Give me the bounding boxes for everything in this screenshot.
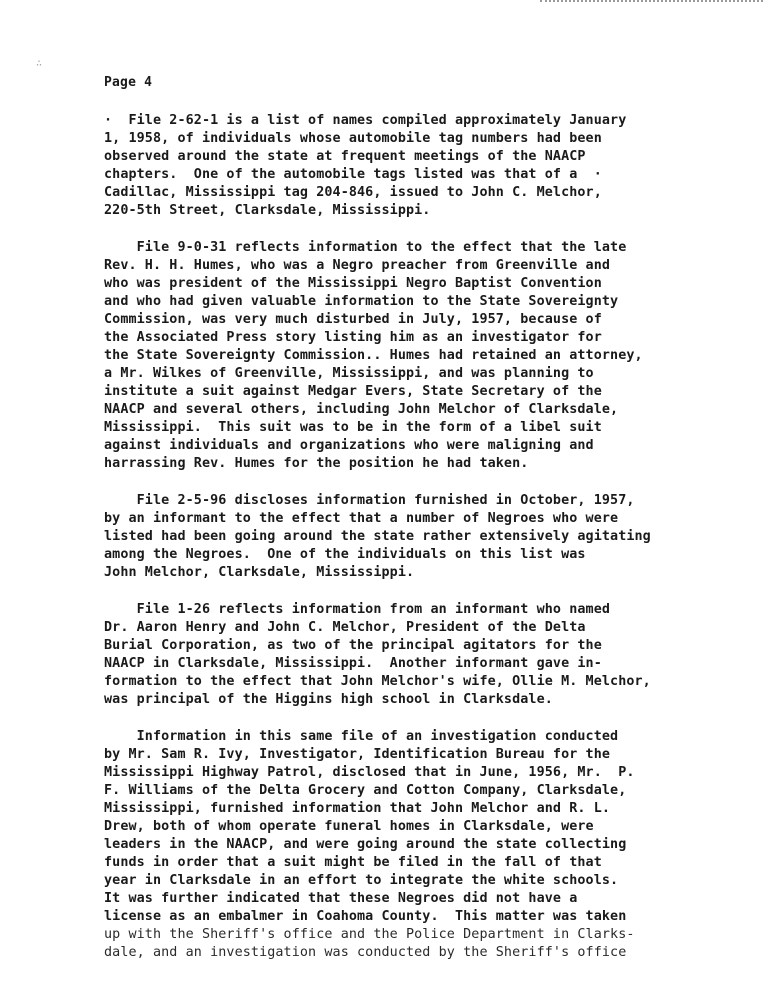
text-line: Burial Corporation, as two of the principal agitators for the (104, 638, 602, 653)
text-line: dale, and an investigation was conducted by the Sheriff's office (104, 945, 627, 960)
text-line: was principal of the Higgins high school in Clarksdale. (104, 692, 553, 707)
text-line: Mississippi. This suit was to be in the form of a libel suit (104, 420, 602, 435)
text-line: Commission, was very much disturbed in July, 1957, because of (104, 312, 602, 327)
text-line: File 1-26 reflects information from an informant who named (104, 602, 611, 617)
text-line: John Melchor, Clarksdale, Mississippi. (104, 565, 415, 580)
text-line: who was president of the Mississippi Negro Baptist Convention (104, 276, 602, 291)
text-line: among the Negroes. One of the individuals on this list was (104, 547, 586, 562)
text-line: Drew, both of whom operate funeral homes in Clarksdale, were (104, 819, 594, 834)
text-line: against individuals and organizations who were maligning and (104, 438, 594, 453)
text-line: by Mr. Sam R. Ivy, Investigator, Identification Bureau for the (104, 747, 611, 762)
text-line: 1, 1958, of individuals whose automobile tag numbers had been (104, 131, 602, 146)
text-line: Mississippi Highway Patrol, disclosed that in June, 1956, Mr. P. (104, 765, 635, 780)
text-line: Dr. Aaron Henry and John C. Melchor, President of the Delta (104, 620, 586, 635)
text-line: Mississippi, furnished information that John Melchor and R. L. (104, 801, 611, 816)
text-line: funds in order that a suit might be filed in the fall of that (104, 855, 602, 870)
text-line: F. Williams of the Delta Grocery and Cotton Company, Clarksdale, (104, 783, 627, 798)
text-line: observed around the state at frequent meetings of the NAACP (104, 149, 586, 164)
text-line: Cadillac, Mississippi tag 204-846, issued to John C. Melchor, (104, 185, 602, 200)
page-number-label: Page 4 (104, 75, 153, 90)
text-line: up with the Sheriff's office and the Police Department in Clarks- (104, 927, 635, 942)
text-line: File 2-5-96 discloses information furnished in October, 1957, (104, 493, 635, 508)
text-line: a Mr. Wilkes of Greenville, Mississippi, and was planning to (104, 366, 594, 381)
paragraph (104, 112, 714, 220)
scan-speck: ∴ (36, 58, 43, 69)
text-line: and who had given valuable information to the State Sovereignty (104, 294, 619, 309)
paragraph (104, 492, 714, 582)
text-line: 220-5th Street, Clarksdale, Mississippi. (104, 203, 431, 218)
text-line: NAACP in Clarksdale, Mississippi. Another informant gave in- (104, 656, 602, 671)
text-line: NAACP and several others, including John Melchor of Clarksdale, (104, 402, 619, 417)
text-line: institute a suit against Medgar Evers, State Secretary of the (104, 384, 602, 399)
paragraph (104, 728, 714, 962)
text-line: license as an embalmer in Coahoma County. This matter was taken (104, 909, 627, 924)
top-edge-dashes (540, 0, 763, 4)
text-line: leaders in the NAACP, and were going around the state collecting (104, 837, 627, 852)
paragraph (104, 239, 714, 473)
text-line: File 9-0-31 reflects information to the effect that the late (104, 240, 627, 255)
text-line: listed had been going around the state rather extensively agitating (104, 529, 651, 544)
document-body (104, 112, 714, 981)
text-line: Rev. H. H. Humes, who was a Negro preacher from Greenville and (104, 258, 611, 273)
text-line: year in Clarksdale in an effort to integrate the white schools. (104, 873, 619, 888)
text-line: chapters. One of the automobile tags listed was that of a · (104, 167, 602, 182)
text-line: · File 2-62-1 is a list of names compiled approximately January (104, 113, 627, 128)
text-line: formation to the effect that John Melchor's wife, Ollie M. Melchor, (104, 674, 651, 689)
text-line: the Associated Press story listing him as an investigator for (104, 330, 602, 345)
text-line: by an informant to the effect that a number of Negroes who were (104, 511, 619, 526)
text-line: harrassing Rev. Humes for the position he had taken. (104, 456, 529, 471)
text-line: Information in this same file of an investigation conducted (104, 729, 619, 744)
text-line: It was further indicated that these Negroes did not have a (104, 891, 578, 906)
paragraph (104, 601, 714, 709)
text-line: the State Sovereignty Commission.. Humes had retained an attorney, (104, 348, 643, 363)
